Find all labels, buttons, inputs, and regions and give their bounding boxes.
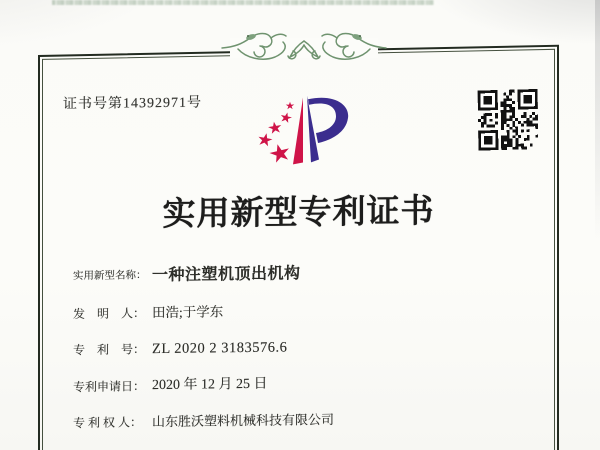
field-label: 专利申请日： [73, 378, 146, 394]
field-label: 实用新型名称： [73, 270, 147, 283]
field-value: ZL 2020 2 3183576.6 [152, 339, 288, 358]
field-label: 发 明 人： [73, 305, 146, 321]
field-label: 专 利 权 人： [73, 415, 143, 431]
field-row-inventors [73, 298, 543, 324]
patent-office-logo-icon [235, 88, 365, 177]
certificate-number: 证书号第14392971号 [63, 95, 202, 113]
field-value: 田浩;于学东 [152, 303, 224, 320]
field-row-utility-model-name [73, 261, 543, 287]
field-row-filing-date [73, 371, 543, 397]
field-value: 山东胜沃塑料机械科技有限公司 [152, 411, 335, 430]
field-row-patentee [73, 407, 543, 433]
certificate-fields [73, 261, 543, 449]
qr-code [478, 88, 539, 152]
field-row-patent-number [73, 334, 543, 360]
field-label: 专 利 号： [73, 342, 146, 358]
certificate-title: 实用新型专利证书 [162, 193, 435, 234]
field-value: 2020 年 12 月 25 日 [152, 376, 268, 393]
field-value: 一种注塑机顶出机构 [152, 265, 301, 285]
